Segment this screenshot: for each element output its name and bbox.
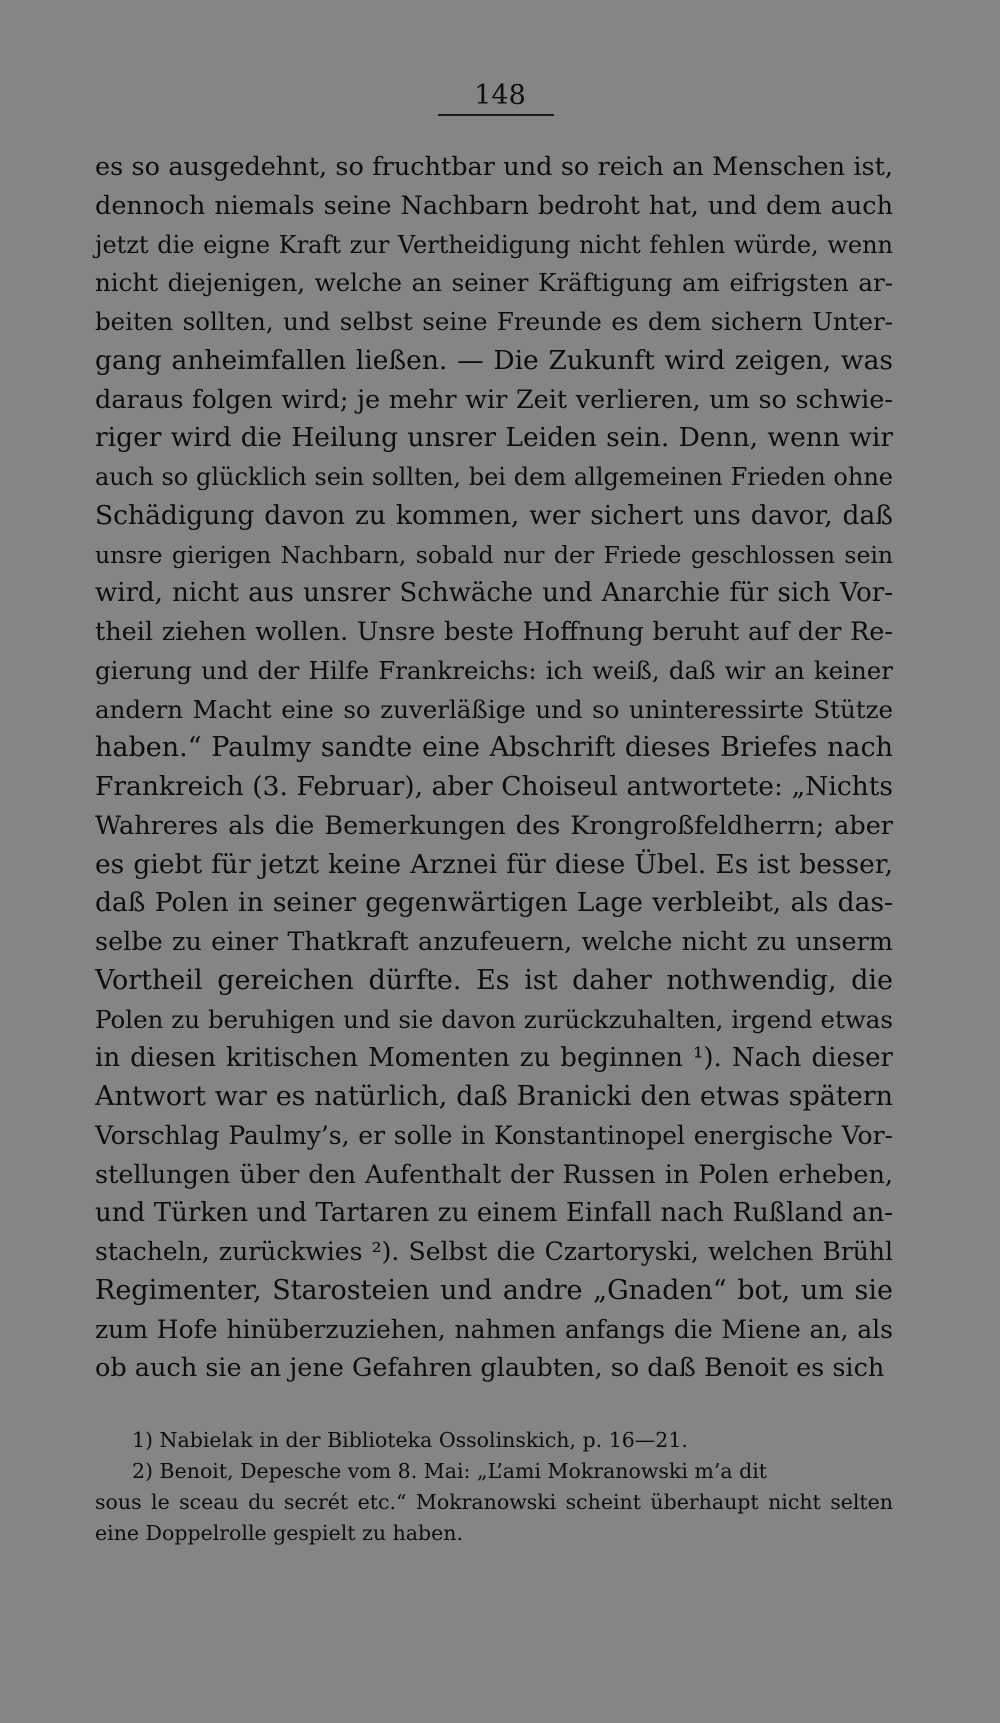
text-line: Antwort war es natürlich, daß Branicki den etwas spätern [95,1081,893,1112]
text-line: daraus folgen wird; je mehr wir Zeit verlieren, um so schwie- [95,384,893,415]
text-line: unsre gierigen Nachbarn, sobald nur der Friede geschlossen sein [95,540,893,569]
text-line: Frankreich (3. Februar), aber Choiseul antwortete: „Nichts [95,771,893,802]
text-line: es so ausgedehnt, so fruchtbar und so reich an Menschen ist, [95,152,893,182]
text-line: stacheln, zurückwies ²). Selbst die Czartoryski, welchen Brühl [95,1237,893,1266]
text-line: stellungen über den Aufenthalt der Russen in Polen erheben, [95,1159,893,1190]
body-text [95,148,893,1388]
footnote-2-continued: sous le sceau du secrét etc.“ Mokranowski scheint überhaupt nicht selten [95,1490,893,1514]
text-line: wird, nicht aus unsrer Schwäche und Anarchie für sich Vor- [95,578,893,609]
text-line: gierung und der Hilfe Frankreichs: ich weiß, daß wir an keiner [95,655,893,685]
text-line: in diesen kritischen Momenten zu beginnen ¹). Nach dieser [95,1043,893,1074]
text-line: ob auch sie an jene Gefahren glaubten, so daß Benoit es sich [95,1353,885,1384]
text-line: riger wird die Heilung unsrer Leiden sein. Denn, wenn wir [95,422,893,454]
footnote-2: 2) Benoit, Depesche vom 8. Mai: „L’ami Mokranowski m’a dit [132,1459,768,1483]
page-number: 148 [474,80,526,111]
text-line: Polen zu beruhigen und sie davon zurückzuhalten, irgend etwas [95,1004,893,1034]
text-line: theil ziehen wollen. Unsre beste Hoffnung beruht auf der Re- [95,617,893,647]
text-line: Vortheil gereichen dürfte. Es ist daher nothwendig, die [95,964,893,996]
footnote-2-continued: eine Doppelrolle gespielt zu haben. [95,1521,463,1545]
text-line: Wahreres als die Bemerkungen des Krongroßfeldherrn; aber [95,810,893,841]
text-line: und Türken und Tartaren zu einem Einfall nach Rußland an- [95,1198,893,1229]
text-line: gang anheimfallen ließen. — Die Zukunft wird zeigen, was [95,344,893,376]
text-line: nicht diejenigen, welche an seiner Kräftigung am eifrigsten ar- [95,268,893,298]
text-line: andern Macht eine so zuverläßige und so uninteressirte Stütze [95,694,893,724]
header-rule [438,114,554,116]
text-line: beiten sollten, und selbst seine Freunde es dem sichern Unter- [95,307,893,336]
text-line: zum Hofe hinüberzuziehen, nahmen anfangs die Miene an, als [95,1314,893,1344]
text-line: dennoch niemals seine Nachbarn bedroht hat, und dem auch [95,190,893,221]
text-line: auch so glücklich sein sollten, bei dem allgemeinen Frieden ohne [95,463,893,491]
text-line: Schädigung davon zu kommen, wer sichert uns davor, daß [95,499,893,531]
text-line: haben.“ Paulmy sandte eine Abschrift dieses Briefes nach [95,732,893,764]
text-line: daß Polen in seiner gegenwärtigen Lage verbleibt, als das- [95,887,893,919]
footnotes [95,1425,893,1549]
text-line: Vorschlag Paulmy’s, er solle in Konstantinopel energische Vor- [95,1120,893,1150]
text-line: jetzt die eigne Kraft zur Vertheidigung nicht fehlen würde, wenn [95,230,893,259]
text-line: Regimenter, Starosteien und andre „Gnaden“ bot, um sie [95,1274,893,1306]
footnote-1: 1) Nabielak in der Biblioteka Ossolinskich, p. 16—21. [132,1428,688,1452]
text-line: es giebt für jetzt keine Arznei für diese Übel. Es ist besser, [95,848,893,880]
text-line: selbe zu einer Thatkraft anzufeuern, welche nicht zu unserm [95,927,893,957]
